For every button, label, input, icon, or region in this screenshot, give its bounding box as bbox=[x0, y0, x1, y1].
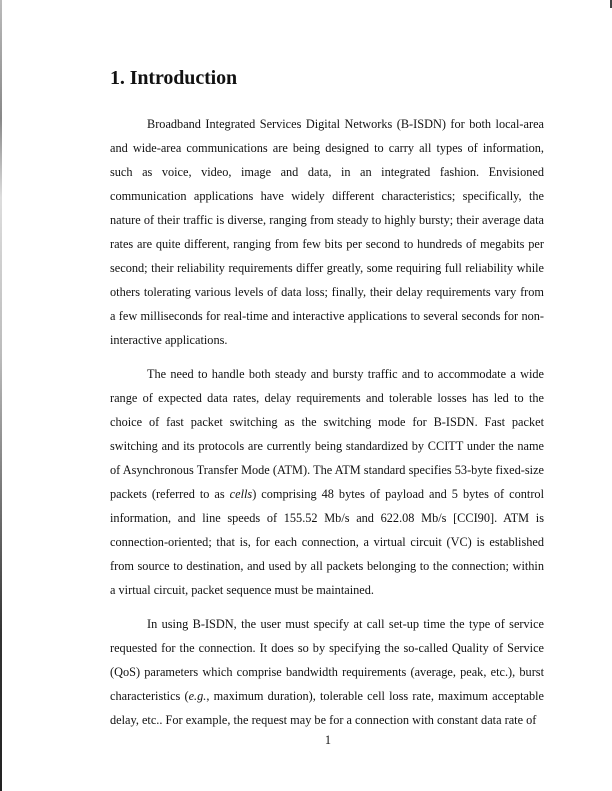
paragraph-qos bbox=[110, 612, 544, 732]
italic-abbrev-eg: e.g. bbox=[188, 689, 207, 703]
text-segment: The need to handle both steady and bursty traffic and to accommodate a wide range of expected data rates, delay requirements and tolerable losses has led to the choice of fast packet switching as the switching mode for B-ISDN. Fast packet switching and its protocols are currently being standardized by CCITT under the name of Asynchronous Transfer Mode (ATM). The ATM standard specifies 53-byte fixed-size packets (referred to as bbox=[110, 367, 544, 501]
text-segment: ) comprising 48 bytes of payload and 5 bytes of control information, and line speeds of 155.52 Mb/s and 622.08 Mb/s [CCI90]. ATM is connection-oriented; that is, for each connection, a virtual circuit (VC) is established from source to destination, and used by all packets belonging to the connection; within a virtual circuit, packet sequence must be maintained. bbox=[110, 487, 544, 597]
page-number: 1 bbox=[324, 733, 332, 747]
section-heading: 1. Introduction bbox=[110, 67, 238, 89]
italic-term-cells: cells bbox=[229, 487, 253, 501]
paragraph-atm bbox=[110, 362, 544, 602]
text-segment: , maximum duration), tolerable cell loss rate, maximum acceptable delay, etc.. For example, the request may be for a connection with constant data rate of bbox=[110, 689, 544, 727]
text-segment: In using B-ISDN, the user must specify at call set-up time the type of service requested for the connection. It does so by specifying the so-called Quality of Service (QoS) parameters which comprise bandwidth requirements (average, peak, etc.), burst characteristics ( bbox=[110, 617, 544, 703]
scan-left-border bbox=[0, 0, 2, 791]
paragraph-bisdn-intro: Broadband Integrated Services Digital Networks (B-ISDN) for both local-area and wide-area communications are being designed to carry all types of information, such as voice, video, image and data, in an integrated fashion. Envisioned communication applications have widely different characteristics; specifically, the nature of their traffic is diverse, ranging from steady to highly bursty; their average data rates are quite different, ranging from few bits per second to hundreds of megabits per second; their reliability requirements differ greatly, some requiring full reliability while others tolerating various levels of data loss; finally, their delay requirements vary from a few milliseconds for real-time and interactive applications to several seconds for non-interactive applications. bbox=[110, 117, 544, 347]
document-page bbox=[110, 66, 544, 742]
